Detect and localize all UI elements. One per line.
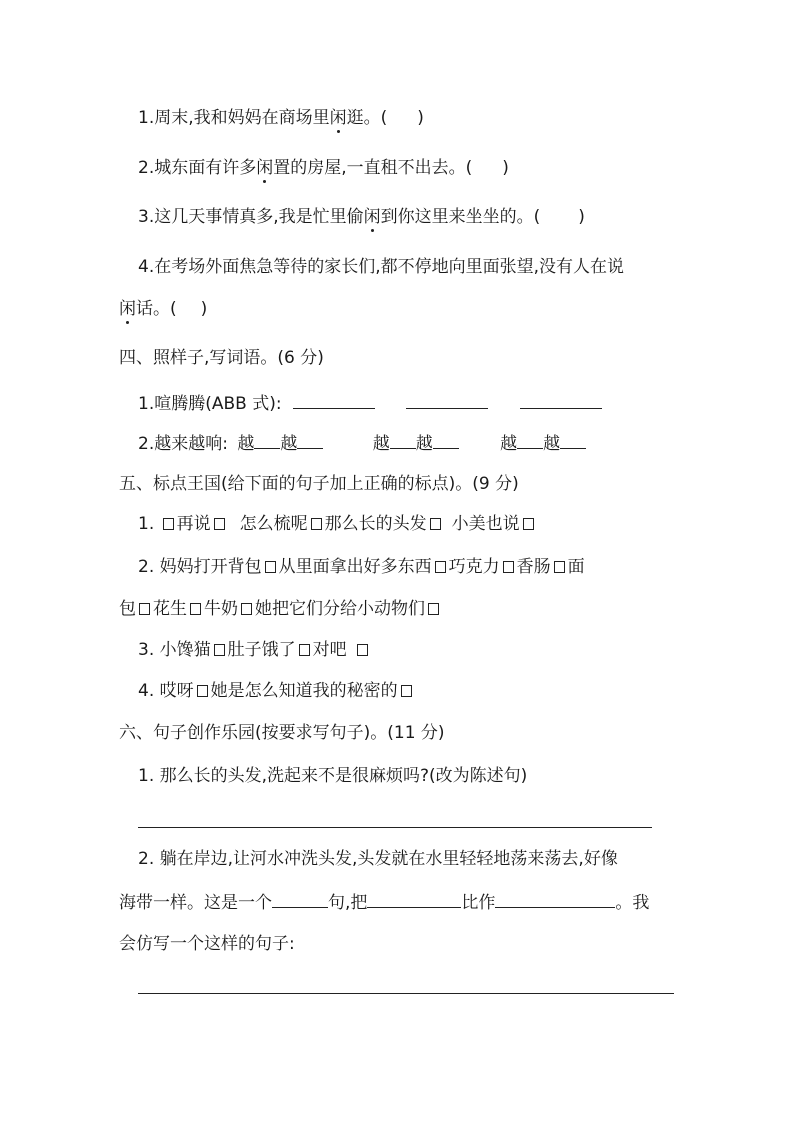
s3-item-1 — [138, 106, 424, 130]
s3-item-2-close: ) — [502, 158, 509, 178]
s3-item-2-pre: 2.城东面有许多 — [138, 158, 257, 178]
yue-char: 越 — [280, 434, 298, 454]
s3-item-4-post: 话。( — [136, 299, 177, 319]
yue-char: 越 — [543, 434, 561, 454]
punct-box[interactable] — [357, 644, 368, 656]
s6-q2-line2 — [119, 889, 649, 915]
s3-item-3-mark: 闲 — [363, 207, 381, 227]
s6-q2-text: 比作 — [461, 893, 496, 913]
punct-box[interactable] — [190, 603, 201, 615]
s5-q2-text: 牛奶 — [204, 599, 238, 619]
s4-item-1 — [138, 390, 602, 416]
s5-q3-text: 肚子饿了 — [227, 640, 296, 660]
s3-item-4-line1 — [138, 255, 624, 279]
s5-q2-text: 巧克力 — [448, 557, 500, 577]
s5-q2-text: 包 — [119, 599, 136, 619]
s5-q2-line2 — [119, 597, 442, 621]
s3-item-2-mark: 闲 — [256, 158, 274, 178]
s5-q4-text: 她是怎么知道我的秘密的 — [210, 681, 398, 701]
punct-box[interactable] — [523, 518, 534, 530]
s4-item-2-label: 2.越来越响: — [138, 434, 228, 454]
punct-box[interactable] — [265, 561, 276, 573]
answer-blank[interactable] — [517, 430, 543, 449]
s3-item-2-post: 置的房屋,一直租不出去。( — [273, 158, 473, 178]
section6-heading: 六、句子创作乐园(按要求写句子)。(11 分) — [119, 723, 445, 743]
s5-q3-text: 3. 小馋猫 — [138, 640, 211, 660]
s3-item-1-close: ) — [417, 108, 424, 128]
s5-q2-text: 她把它们分给小动物们 — [255, 599, 425, 619]
section4-heading: 四、照样子,写词语。(6 分) — [119, 348, 324, 368]
punct-box[interactable] — [311, 518, 322, 530]
s3-item-3-post: 到你这里来坐坐的。( — [380, 207, 541, 227]
answer-blank[interactable] — [406, 390, 488, 409]
s3-item-4-text: 4.在考场外面焦急等待的家长们,都不停地向里面张望,没有人在说 — [138, 257, 625, 277]
s6-q2-text: 句,把 — [328, 893, 368, 913]
punct-box[interactable] — [163, 518, 174, 530]
s5-q4 — [138, 679, 415, 703]
yue-char: 越 — [372, 434, 390, 454]
answer-blank[interactable] — [495, 889, 615, 908]
s6-q2-text: 。我 — [615, 893, 650, 913]
s5-q1-num: 1. — [138, 514, 160, 534]
yue-char: 越 — [237, 434, 255, 454]
s5-q2-line1 — [138, 555, 585, 579]
punct-box[interactable] — [503, 561, 514, 573]
s4-item-2 — [138, 430, 586, 456]
yue-char: 越 — [500, 434, 518, 454]
s3-item-1-post: 逛。( — [346, 108, 388, 128]
s3-item-1-mark: 闲 — [329, 108, 347, 128]
answer-line[interactable] — [138, 993, 674, 994]
section5-heading: 五、标点王国(给下面的句子加上正确的标点)。(9 分) — [119, 474, 519, 494]
punct-box[interactable] — [554, 561, 565, 573]
s5-q2-text: 花生 — [153, 599, 187, 619]
answer-blank[interactable] — [254, 430, 280, 449]
answer-blank[interactable] — [297, 430, 323, 449]
s3-item-3 — [138, 205, 585, 229]
s6-q2-text: 海带一样。这是一个 — [119, 893, 272, 913]
answer-blank[interactable] — [367, 889, 461, 908]
s5-q2-text: 香肠 — [516, 557, 551, 577]
answer-blank[interactable] — [560, 430, 586, 449]
s3-item-1-pre: 1.周末,我和妈妈在商场里 — [138, 108, 330, 128]
answer-blank[interactable] — [433, 430, 459, 449]
s5-q1-text: 再说 — [176, 514, 211, 534]
answer-line[interactable] — [138, 827, 652, 828]
s4-item-1-label: 1.喧腾腾(ABB 式): — [138, 394, 282, 414]
punct-box[interactable] — [428, 603, 439, 615]
s6-q2-line1: 2. 躺在岸边,让河水冲洗头发,头发就在水里轻轻地荡来荡去,好像 — [138, 849, 618, 869]
s5-q2-text: 2. 妈妈打开背包 — [138, 557, 262, 577]
punct-box[interactable] — [299, 644, 310, 656]
punct-box[interactable] — [401, 685, 412, 697]
s3-item-3-pre: 3.这几天事情真多,我是忙里偷 — [138, 207, 364, 227]
s5-q3-text: 对吧 — [312, 640, 347, 660]
punct-box[interactable] — [197, 685, 208, 697]
s5-q2-text: 从里面拿出好多东西 — [278, 557, 432, 577]
s6-q1: 1. 那么长的头发,洗起来不是很麻烦吗?(改为陈述句) — [138, 766, 528, 786]
s5-q1-text: 那么长的头发 — [324, 514, 427, 534]
s3-item-2 — [138, 156, 509, 180]
s3-item-4-mark: 闲 — [119, 299, 136, 319]
answer-blank[interactable] — [520, 390, 602, 409]
punct-box[interactable] — [241, 603, 252, 615]
s5-q1 — [138, 512, 537, 536]
s5-q4-text: 4. 哎呀 — [138, 681, 194, 701]
answer-blank[interactable] — [390, 430, 416, 449]
punct-box[interactable] — [430, 518, 441, 530]
s5-q1-text: 小美也说 — [451, 514, 520, 534]
s5-q1-text: 怎么梳呢 — [239, 514, 308, 534]
s3-item-4-close: ) — [200, 299, 208, 319]
s3-item-3-close: ) — [578, 207, 585, 227]
s3-item-4-line2 — [119, 297, 207, 321]
s5-q2-text: 面 — [567, 557, 585, 577]
s5-q3 — [138, 638, 371, 662]
s6-q2-line3: 会仿写一个这样的句子: — [119, 934, 295, 954]
punct-box[interactable] — [214, 644, 225, 656]
yue-char: 越 — [415, 434, 433, 454]
punct-box[interactable] — [214, 518, 225, 530]
punct-box[interactable] — [139, 603, 150, 615]
punct-box[interactable] — [435, 561, 446, 573]
answer-blank[interactable] — [272, 889, 328, 908]
answer-blank[interactable] — [293, 390, 375, 409]
